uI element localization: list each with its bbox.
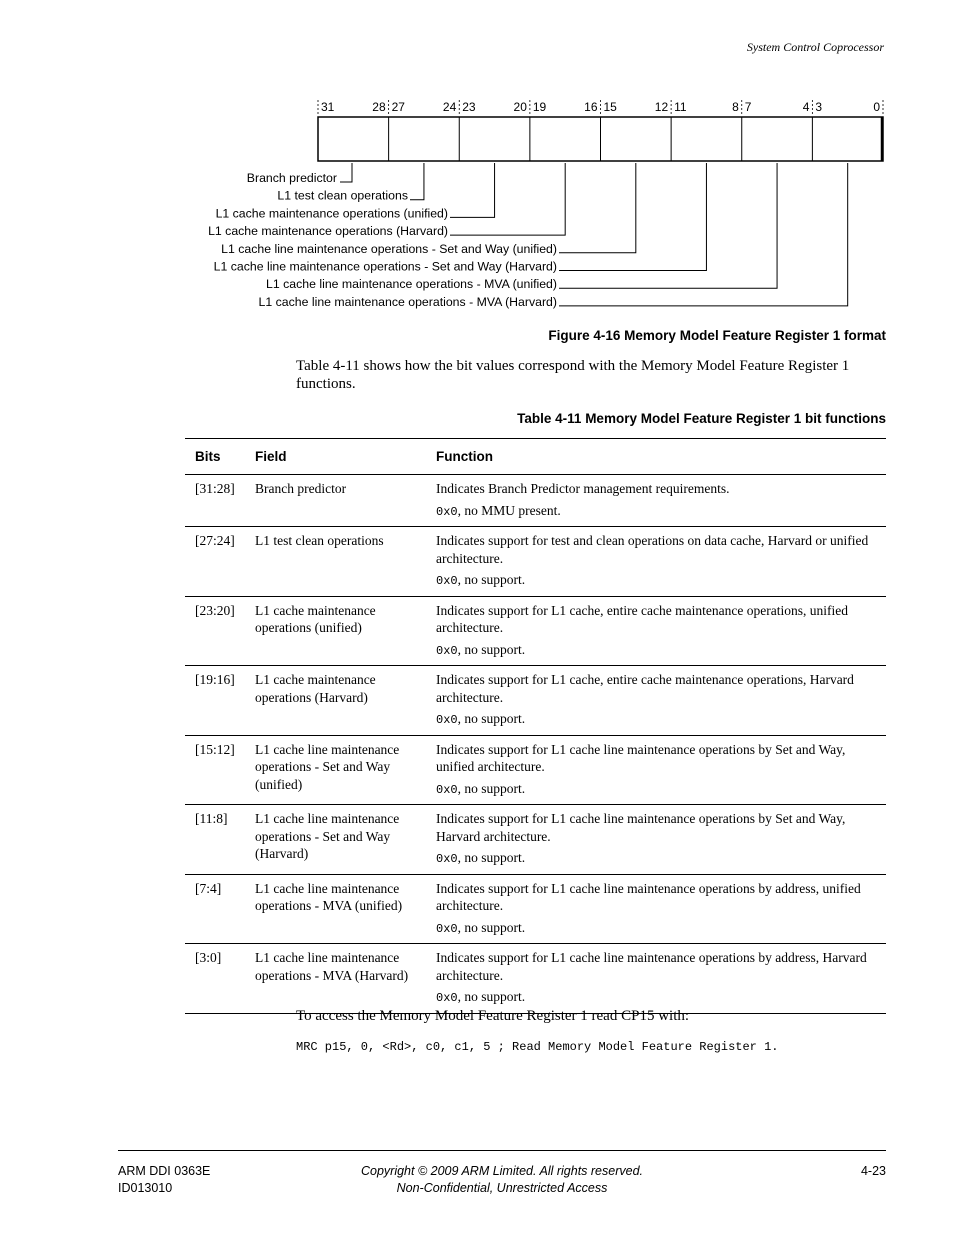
row-function xyxy=(426,735,886,805)
header-field: Field xyxy=(245,439,426,475)
bit-labels xyxy=(321,100,880,114)
figure-caption: Figure 4-16 Memory Model Feature Register 1 format xyxy=(548,328,886,343)
row-function xyxy=(426,805,886,875)
field-label: L1 cache line maintenance operations - Set and Way (Harvard) xyxy=(213,259,557,274)
field-dividers xyxy=(389,117,813,161)
table-row xyxy=(185,596,886,666)
function-description: Indicates Branch Predictor management requirements. xyxy=(436,481,730,496)
leader-line xyxy=(450,163,495,217)
value-meaning: , no support. xyxy=(457,641,526,657)
leader-line xyxy=(559,163,636,253)
register-format-diagram xyxy=(0,0,954,320)
bit-label: 8 xyxy=(732,100,739,114)
row-bits: [31:28] xyxy=(185,475,245,527)
field-label: L1 test clean operations xyxy=(277,188,408,203)
bit-label: 20 xyxy=(513,100,527,114)
function-description: Indicates support for L1 cache, entire cache maintenance operations, Harvard architecture. xyxy=(436,672,854,705)
value-code: 0x0 xyxy=(436,921,458,936)
row-field: L1 cache line maintenance operations - MVA (Harvard) xyxy=(245,944,426,1014)
value-code: 0x0 xyxy=(436,852,458,866)
function-value xyxy=(436,502,876,522)
row-bits: [23:20] xyxy=(185,596,245,666)
function-description: Indicates support for L1 cache line maintenance operations by Set and Way, Harvard architecture. xyxy=(436,811,846,844)
field-label: L1 cache maintenance operations (Harvard) xyxy=(208,224,448,239)
running-header: System Control Coprocessor xyxy=(746,40,884,54)
field-label: L1 cache line maintenance operations - MVA (Harvard) xyxy=(258,294,557,309)
row-field: L1 cache maintenance operations (Harvard) xyxy=(245,666,426,736)
table-row xyxy=(185,666,886,736)
row-field: L1 cache line maintenance operations - MVA (unified) xyxy=(245,874,426,944)
function-value xyxy=(436,988,876,1008)
field-label: L1 cache line maintenance operations - Set and Way (unified) xyxy=(221,241,557,256)
table-row xyxy=(185,944,886,1014)
function-description: Indicates support for L1 cache line maintenance operations by address, Harvard architecture. xyxy=(436,950,867,983)
access-paragraph: To access the Memory Model Feature Register 1 read CP15 with: xyxy=(296,1008,690,1024)
row-field: L1 cache line maintenance operations - Set and Way (unified) xyxy=(245,735,426,805)
footer-left xyxy=(118,1163,210,1197)
bit-label: 31 xyxy=(321,100,335,114)
row-function xyxy=(426,527,886,597)
leader-line xyxy=(340,163,352,182)
value-meaning: , no support. xyxy=(457,989,526,1004)
value-meaning: , no support. xyxy=(457,919,526,935)
header-function: Function xyxy=(426,439,886,475)
row-field: L1 test clean operations xyxy=(245,527,426,597)
row-function xyxy=(426,596,886,666)
value-code: 0x0 xyxy=(436,713,458,727)
field-labels xyxy=(208,171,557,309)
value-code: 0x0 xyxy=(436,643,458,658)
field-label: L1 cache line maintenance operations - MVA (unified) xyxy=(266,277,557,292)
bit-functions-table xyxy=(185,438,886,1014)
intro-paragraph: Table 4-11 shows how the bit values correspond with the Memory Model Feature Register 1 functions. xyxy=(296,358,850,392)
bit-label: 23 xyxy=(462,100,476,114)
bit-label: 4 xyxy=(802,100,810,114)
function-value xyxy=(436,780,876,800)
footer-divider xyxy=(118,1150,886,1151)
access-notice: Non-Confidential, Unrestricted Access xyxy=(396,1181,608,1195)
row-bits: [3:0] xyxy=(185,944,245,1014)
function-description: Indicates support for L1 cache, entire cache maintenance operations, unified architecture. xyxy=(436,602,848,635)
function-value xyxy=(436,641,876,661)
value-meaning: , no support. xyxy=(457,572,526,587)
row-bits: [15:12] xyxy=(185,735,245,805)
page-number: 4-23 xyxy=(860,1164,886,1178)
bit-label: 7 xyxy=(744,100,752,114)
header-bits: Bits xyxy=(185,439,245,475)
value-code: 0x0 xyxy=(436,991,458,1005)
copyright-notice: Copyright © 2009 ARM Limited. All rights reserved. xyxy=(360,1164,643,1178)
row-function xyxy=(426,944,886,1014)
function-description: Indicates support for L1 cache line maintenance operations by Set and Way, unified architecture. xyxy=(436,741,846,774)
table-row xyxy=(185,874,886,944)
issue-id: ID013010 xyxy=(118,1181,173,1195)
bit-label: 27 xyxy=(391,100,405,114)
row-field: L1 cache line maintenance operations - Set and Way (Harvard) xyxy=(245,805,426,875)
value-meaning: , no support. xyxy=(457,711,526,726)
function-description: Indicates support for test and clean operations on data cache, Harvard or unified architecture. xyxy=(436,533,869,566)
bit-label: 12 xyxy=(654,100,669,114)
row-function xyxy=(426,475,886,527)
value-code: 0x0 xyxy=(436,504,458,519)
function-value xyxy=(436,919,876,939)
leader-line xyxy=(559,163,706,271)
bit-label: 19 xyxy=(532,100,547,114)
table-body xyxy=(185,475,886,1014)
bit-label: 3 xyxy=(815,100,823,114)
leader-line xyxy=(410,163,424,200)
leader-line xyxy=(559,163,777,288)
leader-line xyxy=(559,163,848,306)
function-value xyxy=(436,710,876,730)
bit-label: 15 xyxy=(603,100,617,114)
row-bits: [7:4] xyxy=(185,874,245,944)
table-row xyxy=(185,527,886,597)
table-row xyxy=(185,475,886,527)
field-label: L1 cache maintenance operations (unified) xyxy=(215,206,448,221)
function-value xyxy=(436,571,876,591)
bit-label: 24 xyxy=(442,100,457,114)
function-value xyxy=(436,849,876,869)
value-meaning: , no MMU present. xyxy=(457,502,561,518)
row-bits: [11:8] xyxy=(185,805,245,875)
row-bits: [19:16] xyxy=(185,666,245,736)
value-code: 0x0 xyxy=(436,574,458,588)
row-bits: [27:24] xyxy=(185,527,245,597)
code-example: MRC p15, 0, <Rd>, c0, c1, 5 ; Read Memory Model Feature Register 1. xyxy=(296,1040,779,1054)
doc-id: ARM DDI 0363E xyxy=(118,1164,211,1178)
bit-label: 28 xyxy=(372,100,386,114)
table-row xyxy=(185,805,886,875)
row-field: Branch predictor xyxy=(245,475,426,527)
value-code: 0x0 xyxy=(436,782,458,797)
bit-label: 16 xyxy=(584,100,598,114)
footer-center xyxy=(300,1163,704,1197)
row-field: L1 cache maintenance operations (unified) xyxy=(245,596,426,666)
value-meaning: , no support. xyxy=(457,850,526,865)
bit-label: 11 xyxy=(674,100,687,114)
bit-label: 0 xyxy=(873,100,880,114)
function-description: Indicates support for L1 cache line maintenance operations by address, unified architecture. xyxy=(436,880,861,913)
table-row xyxy=(185,735,886,805)
leader-line xyxy=(450,163,565,235)
table-caption: Table 4-11 Memory Model Feature Register 1 bit functions xyxy=(517,411,886,426)
table-header-row xyxy=(185,439,886,475)
value-meaning: , no support. xyxy=(457,780,526,796)
row-function xyxy=(426,874,886,944)
row-function xyxy=(426,666,886,736)
field-label: Branch predictor xyxy=(246,171,337,185)
